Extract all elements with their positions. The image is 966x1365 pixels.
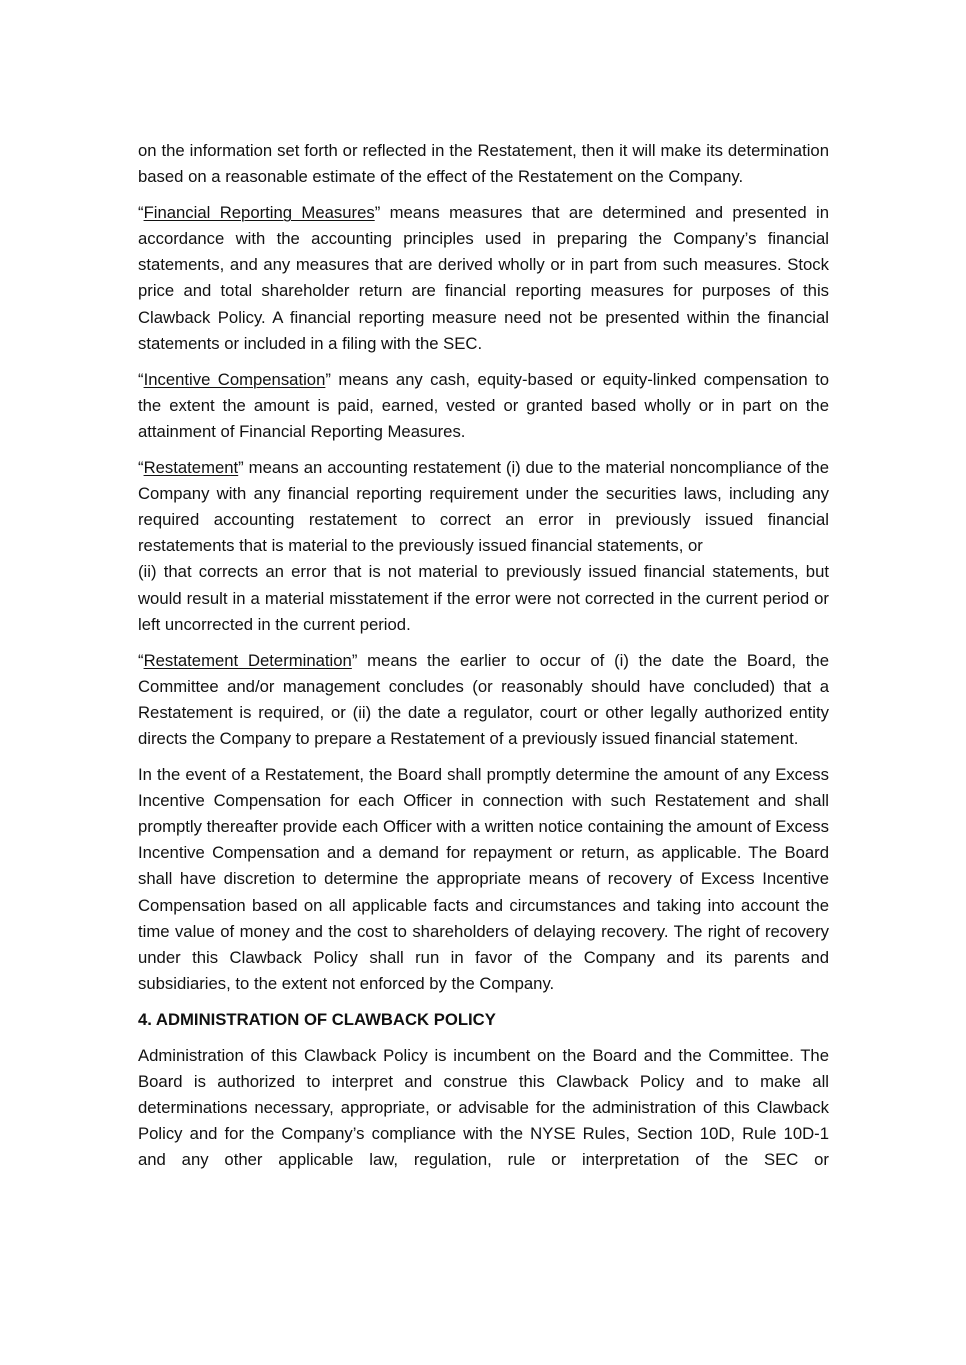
definition-text: ” means any cash, equity-based or equity-linked compensation to the extent the amount is paid, earned, vested or granted based wholly or in part on the attainment of Financial Reporting Measures. [138,369,829,441]
restatement-recovery-paragraph: In the event of a Restatement, the Board shall promptly determine the amount of any Excess Incentive Compensation for each Officer in connection with such Restatement and shall promptly thereafter provide each Officer with a written notice containing the amount of Excess Incentive Compensation and a demand for repayment or return, as applicable. The Board shall have discretion to determine the appropriate means of recovery of Excess Incentive Compensation based on all applicable facts and circumstances and taking into account the time value of money and the cost to shareholders of delaying recovery. The right of recovery under this Clawback Policy shall run in favor of the Company and its parents and subsidiaries, to the extent not enforced by the Company. [138,765,829,993]
open-quote: “ [138,458,144,478]
defined-term: Restatement [143,458,239,478]
definition-text-continued: (ii) that corrects an error that is not material to previously issued financial statements, but would result in a material misstatement if the error were not corrected in the current period or left uncorrected in the current period. [138,562,829,634]
defined-term: Financial Reporting Measures [143,203,375,223]
definition-text: ” means measures that are determined and presented in accordance with the accounting principles used in preparing the Company’s financial statements, and any measures that are derived wholly or in part from such measures. Stock price and total shareholder return are financial reporting measures for purposes of this Clawback Policy. A financial reporting measure need not be presented within the financial statements or included in a filing with the SEC. [138,203,829,353]
definition-text: ” means an accounting restatement (i) due to the material noncompliance of the Company with any financial reporting requirement under the securities laws, including any required accounting restatement to correct an error in previously issued financial restatements that is material to the previously issued financial statements, or [138,458,829,556]
open-quote: “ [138,203,144,223]
section-heading: 4. ADMINISTRATION OF CLAWBACK POLICY [138,1009,496,1029]
definition-financial-reporting-measures [138,200,829,357]
administration-paragraph: Administration of this Clawback Policy is incumbent on the Board and the Committee. The Board is authorized to interpret and construe this Clawback Policy and to make all determinations necessary, appropriate, or advisable for the administration of this Clawback Policy and for the Company’s compliance with the NYSE Rules, Section 10D, Rule 10D-1 and any other applicable law, regulation, rule or interpretation of the SEC or [138,1046,829,1170]
defined-term: Incentive Compensation [143,369,326,389]
continuation-paragraph: on the information set forth or reflected in the Restatement, then it will make its determination based on a reasonable estimate of the effect of the Restatement on the Company. [138,141,829,187]
definition-incentive-compensation [138,367,829,445]
definition-text: ” means the earlier to occur of (i) the date the Board, the Committee and/or management concludes (or reasonably should have concluded) that a Restatement is required, or (ii) the date a regulator, court or other legally authorized entity directs the Company to prepare a Restatement of a previously issued financial statement. [138,650,829,748]
definition-restatement [138,455,829,638]
open-quote: “ [138,650,144,670]
defined-term: Restatement Determination [143,650,352,670]
document-page [138,138,829,1183]
definition-restatement-determination [138,648,829,752]
open-quote: “ [138,369,144,389]
